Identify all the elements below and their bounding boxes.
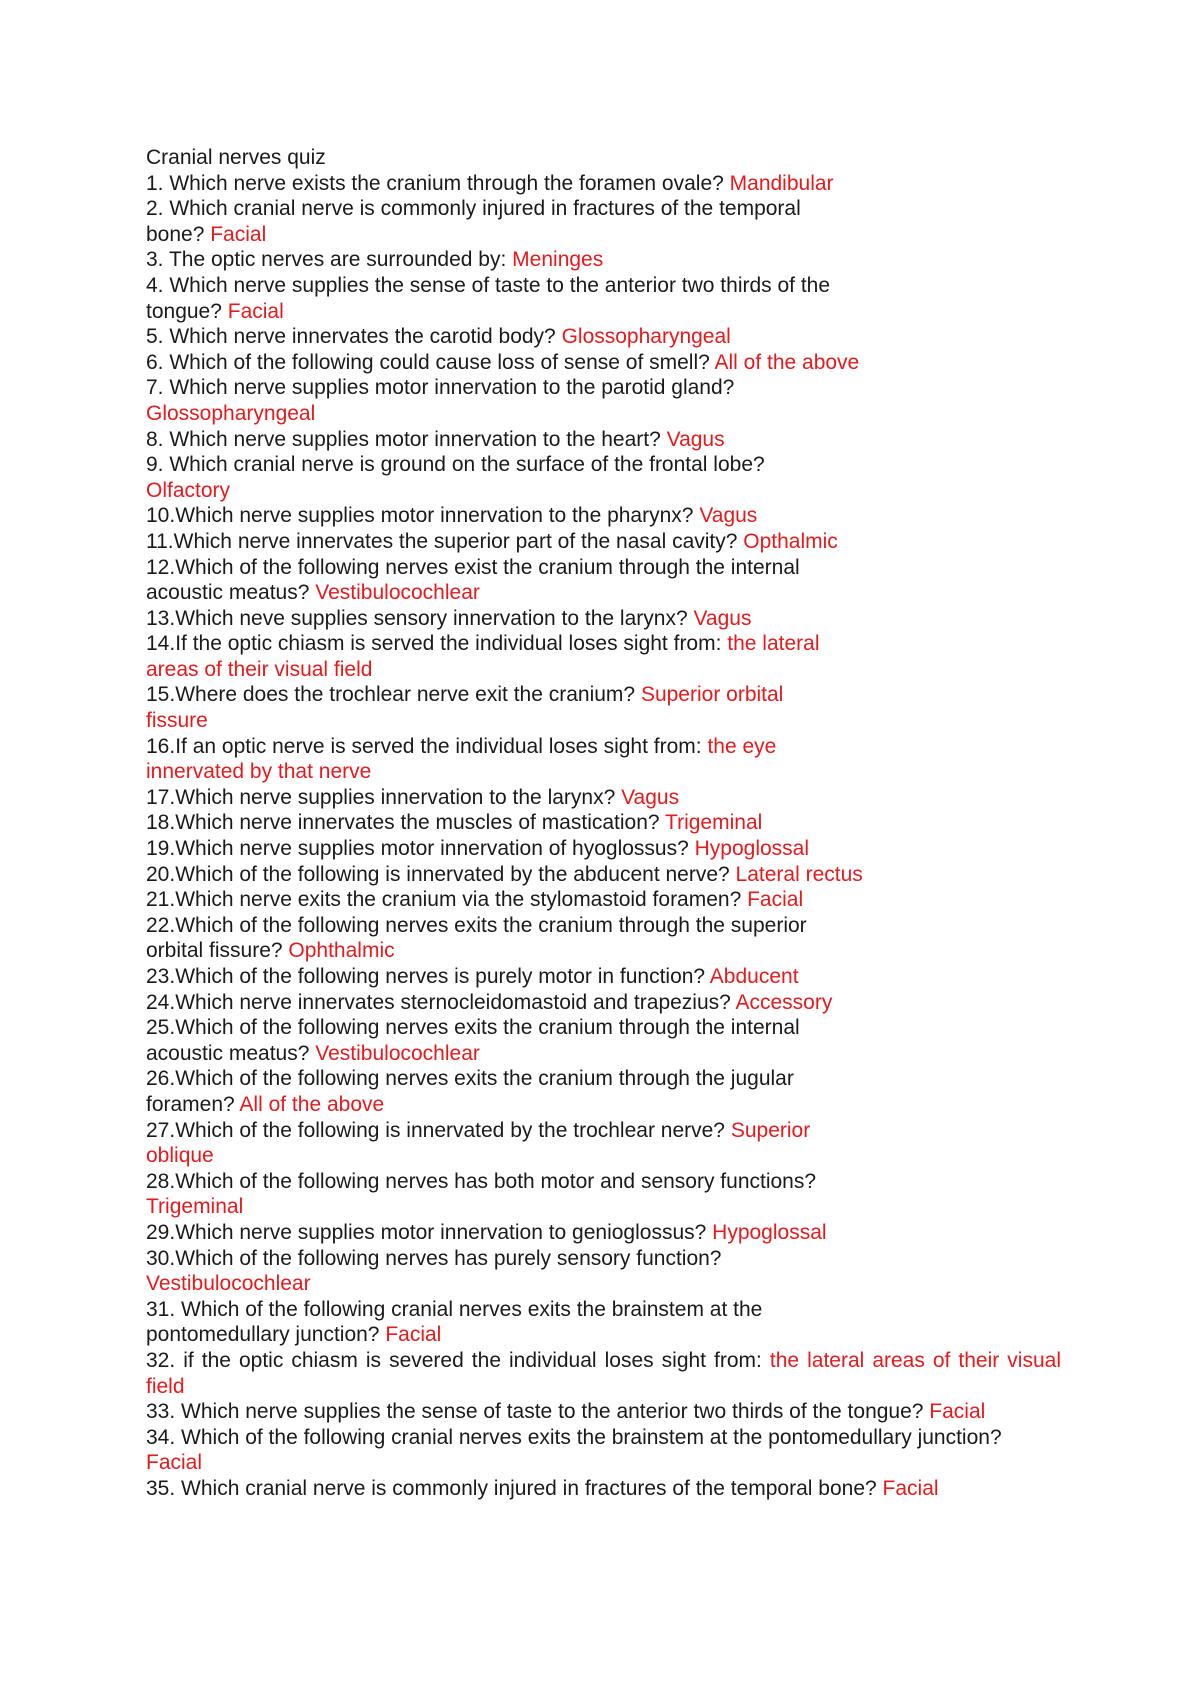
question-text: 2. Which cranial nerve is commonly injured in fractures of the temporal bone? [146, 197, 801, 246]
question-15 [146, 682, 846, 733]
question-30 [146, 1246, 846, 1297]
question-text: 28.Which of the following nerves has both motor and sensory functions? [146, 1169, 817, 1193]
answer-text: Glossopharyngeal [561, 325, 731, 349]
question-text: 15.Where does the trochlear nerve exit the cranium? [146, 683, 641, 707]
answer-text: the lateral areas of their visual field [146, 632, 820, 681]
answer-text: Ophthalmic [288, 939, 395, 963]
question-6 [146, 350, 866, 376]
question-29 [146, 1220, 946, 1246]
question-text: 22.Which of the following nerves exits the cranium through the superior orbital fissure? [146, 913, 807, 963]
question-9 [146, 452, 846, 503]
answer-text: Vagus [666, 427, 725, 451]
question-text: 13.Which neve supplies sensory innervation to the larynx? [146, 606, 694, 630]
answer-text: Vagus [693, 606, 752, 630]
question-20 [146, 862, 866, 888]
answer-text: Superior oblique [146, 1118, 811, 1168]
question-text: 18.Which nerve innervates the muscles of mastication? [146, 811, 666, 835]
question-text: 4. Which nerve supplies the sense of taste to the anterior two thirds of the tongue? [146, 273, 831, 323]
question-4 [146, 273, 876, 324]
document-title: Cranial nerves quiz [146, 146, 326, 169]
question-31 [146, 1297, 846, 1348]
question-text: 11.Which nerve innervates the superior part of the nasal cavity? [146, 529, 744, 553]
answer-text: Accessory [735, 990, 833, 1014]
answer-text: Trigeminal [665, 811, 763, 835]
question-5 [146, 324, 946, 350]
document-page [146, 145, 1066, 1501]
question-14 [146, 631, 866, 682]
answer-text: Mandibular [729, 171, 834, 195]
answer-text: Facial [929, 1400, 986, 1424]
question-1 [146, 171, 946, 197]
answer-text: Vagus [699, 504, 758, 528]
question-text: 3. The optic nerves are surrounded by: [146, 248, 513, 272]
question-21 [146, 887, 946, 913]
answer-text: Glossopharyngeal [146, 401, 316, 425]
question-11 [146, 529, 946, 555]
answer-text: Facial [227, 299, 284, 323]
answer-text: Abducent [709, 965, 799, 988]
question-35 [146, 1476, 1061, 1502]
question-text: 31. Which of the following cranial nerves exits the brainstem at the pontomedullary junction? [146, 1297, 763, 1347]
question-text: 8. Which nerve supplies motor innervation to the heart? [146, 427, 667, 451]
question-text: 16.If an optic nerve is served the individual loses sight from: [146, 734, 708, 758]
question-3 [146, 247, 946, 273]
answer-text: All of the above [239, 1092, 385, 1116]
question-text: 35. Which cranial nerve is commonly injured in fractures of the temporal bone? [146, 1476, 883, 1500]
question-25 [146, 1015, 866, 1066]
answer-text: Lateral rectus [735, 862, 863, 886]
question-text: 32. if the optic chiasm is severed the individual loses sight from: [146, 1348, 770, 1372]
question-8 [146, 427, 946, 453]
question-text: 14.If the optic chiasm is served the individual loses sight from: [146, 632, 728, 656]
question-18 [146, 810, 946, 836]
answer-text: the eye innervated by that nerve [146, 734, 777, 784]
answer-text: Trigeminal [146, 1195, 244, 1219]
question-text: 17.Which nerve supplies innervation to the larynx? [146, 785, 622, 809]
question-text: 6. Which of the following could cause loss of sense of smell? [146, 350, 715, 374]
question-19 [146, 836, 946, 862]
question-12 [146, 555, 866, 606]
question-text: 25.Which of the following nerves exits the cranium through the internal acoustic meatus? [146, 1016, 800, 1065]
question-24 [146, 990, 946, 1016]
question-33 [146, 1399, 1061, 1425]
question-22 [146, 913, 866, 964]
answer-text: Facial [146, 1451, 203, 1475]
question-text: 7. Which nerve supplies motor innervation to the parotid gland? [146, 376, 735, 400]
question-text: 9. Which cranial nerve is ground on the surface of the frontal lobe? [146, 453, 765, 477]
answer-text: All of the above [714, 350, 860, 374]
question-text: 1. Which nerve exists the cranium through the foramen ovale? [146, 171, 730, 195]
question-text: 12.Which of the following nerves exist the cranium through the internal acoustic meatus? [146, 555, 800, 605]
question-text: 21.Which nerve exits the cranium via the stylomastoid foramen? [146, 888, 748, 912]
question-26 [146, 1066, 866, 1117]
answer-text: Facial [882, 1476, 939, 1500]
answer-text: Meninges [512, 248, 604, 272]
answer-text: Superior orbital fissure [146, 683, 784, 733]
question-text: 23.Which of the following nerves is purely motor in function? [146, 965, 710, 988]
question-text: 26.Which of the following nerves exits the cranium through the jugular foramen? [146, 1067, 794, 1116]
answer-text: Olfactory [146, 478, 231, 502]
question-text: 27.Which of the following is innervated by the trochlear nerve? [146, 1118, 731, 1142]
question-10 [146, 503, 946, 529]
question-23 [146, 964, 946, 990]
answer-text: Facial [385, 1323, 442, 1347]
question-28 [146, 1169, 876, 1220]
question-16 [146, 734, 846, 785]
question-27 [146, 1118, 866, 1169]
question-text: 10.Which nerve supplies motor innervation to the pharynx? [146, 504, 700, 528]
answer-text: Facial [747, 888, 804, 912]
answer-text: Opthalmic [743, 529, 838, 553]
answer-text: Hypoglossal [712, 1220, 827, 1244]
answer-text: Vestibulocochlear [315, 581, 480, 605]
question-text: 20.Which of the following is innervated by the abducent nerve? [146, 862, 736, 886]
question-34 [146, 1425, 1061, 1476]
answer-text: the lateral areas of their visual field [146, 1348, 1061, 1398]
question-text: 19.Which nerve supplies motor innervation of hyoglossus? [146, 837, 695, 861]
answer-text: Vestibulocochlear [146, 1272, 311, 1296]
question-13 [146, 606, 946, 632]
question-text: 34. Which of the following cranial nerves exits the brainstem at the pontomedullary junction? [146, 1425, 1002, 1449]
question-text: 24.Which nerve innervates sternocleidomastoid and trapezius? [146, 990, 736, 1014]
answer-text: Facial [210, 222, 267, 246]
question-2 [146, 196, 846, 247]
question-text: 5. Which nerve innervates the carotid body? [146, 325, 562, 349]
question-text: 33. Which nerve supplies the sense of taste to the anterior two thirds of the tongue? [146, 1400, 930, 1424]
question-text: 30.Which of the following nerves has purely sensory function? [146, 1246, 722, 1270]
question-7 [146, 375, 846, 426]
answer-text: Hypoglossal [694, 837, 810, 861]
question-text: 29.Which nerve supplies motor innervation to genioglossus? [146, 1220, 713, 1244]
answer-text: Vagus [621, 785, 680, 809]
question-32 [146, 1348, 1061, 1399]
answer-text: Vestibulocochlear [315, 1041, 480, 1065]
question-17 [146, 785, 946, 811]
